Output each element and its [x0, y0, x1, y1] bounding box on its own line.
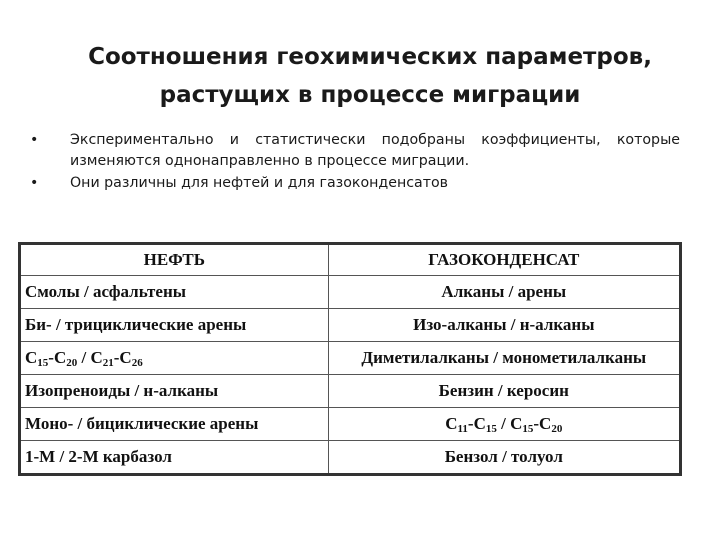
- table-cell: Би- / трициклические арены: [20, 309, 329, 342]
- slide-title-line-1: Соотношения геохимических параметров,: [88, 44, 652, 70]
- subscript: 26: [131, 357, 143, 369]
- bullet-text: Они различны для нефтей и для газоконденсатов: [70, 175, 449, 191]
- subscript: 21: [102, 357, 114, 369]
- table-cell: Бензин / керосин: [328, 375, 680, 408]
- subscript: 15: [485, 423, 497, 435]
- subscript: 15: [522, 423, 534, 435]
- slide-title-line-2: растущих в процессе миграции: [159, 82, 581, 108]
- ratio-table: [18, 242, 682, 476]
- table-cell: Изо-алканы / н-алканы: [328, 309, 680, 342]
- table-row: [20, 441, 681, 475]
- slide-title: [40, 38, 700, 114]
- formula-cell: $C_{15}-C_{20} / C_{21}-C_{26}$: [20, 342, 329, 375]
- subscript: 11: [457, 423, 468, 435]
- formula-cell: $C_{11}-C_{15} / C_{15}-C_{20}$: [328, 408, 680, 441]
- bullet-list: [30, 130, 680, 195]
- subscript: 20: [551, 423, 563, 435]
- subscript: 20: [66, 357, 78, 369]
- table-cell: Алканы / арены: [328, 276, 680, 309]
- bullet-text: Экспериментально и статистически подобраны коэффициенты, которые изменяются однонаправленно в процессе миграции.: [70, 132, 680, 169]
- bullet-item: [30, 130, 680, 172]
- table-cell: Бензол / толуол: [328, 441, 680, 475]
- bullet-marker: •: [30, 132, 39, 148]
- table-cell: 1-M / 2-M карбазол: [20, 441, 329, 475]
- table-header-row: [20, 244, 681, 276]
- table-row: [20, 408, 681, 441]
- table-row: [20, 375, 681, 408]
- table-row: [20, 342, 681, 375]
- table-cell: Смолы / асфальтены: [20, 276, 329, 309]
- table-row: [20, 276, 681, 309]
- table-row: [20, 309, 681, 342]
- table-cell: Диметилалканы / монометилалканы: [328, 342, 680, 375]
- table-cell: Изопреноиды / н-алканы: [20, 375, 329, 408]
- bullet-item: [30, 173, 680, 194]
- header-gas-condensate: ГАЗОКОНДЕНСАТ: [328, 244, 680, 276]
- header-oil: НЕФТЬ: [20, 244, 329, 276]
- table-cell: Моно- / бициклические арены: [20, 408, 329, 441]
- bullet-marker: •: [30, 175, 39, 191]
- subscript: 15: [37, 357, 49, 369]
